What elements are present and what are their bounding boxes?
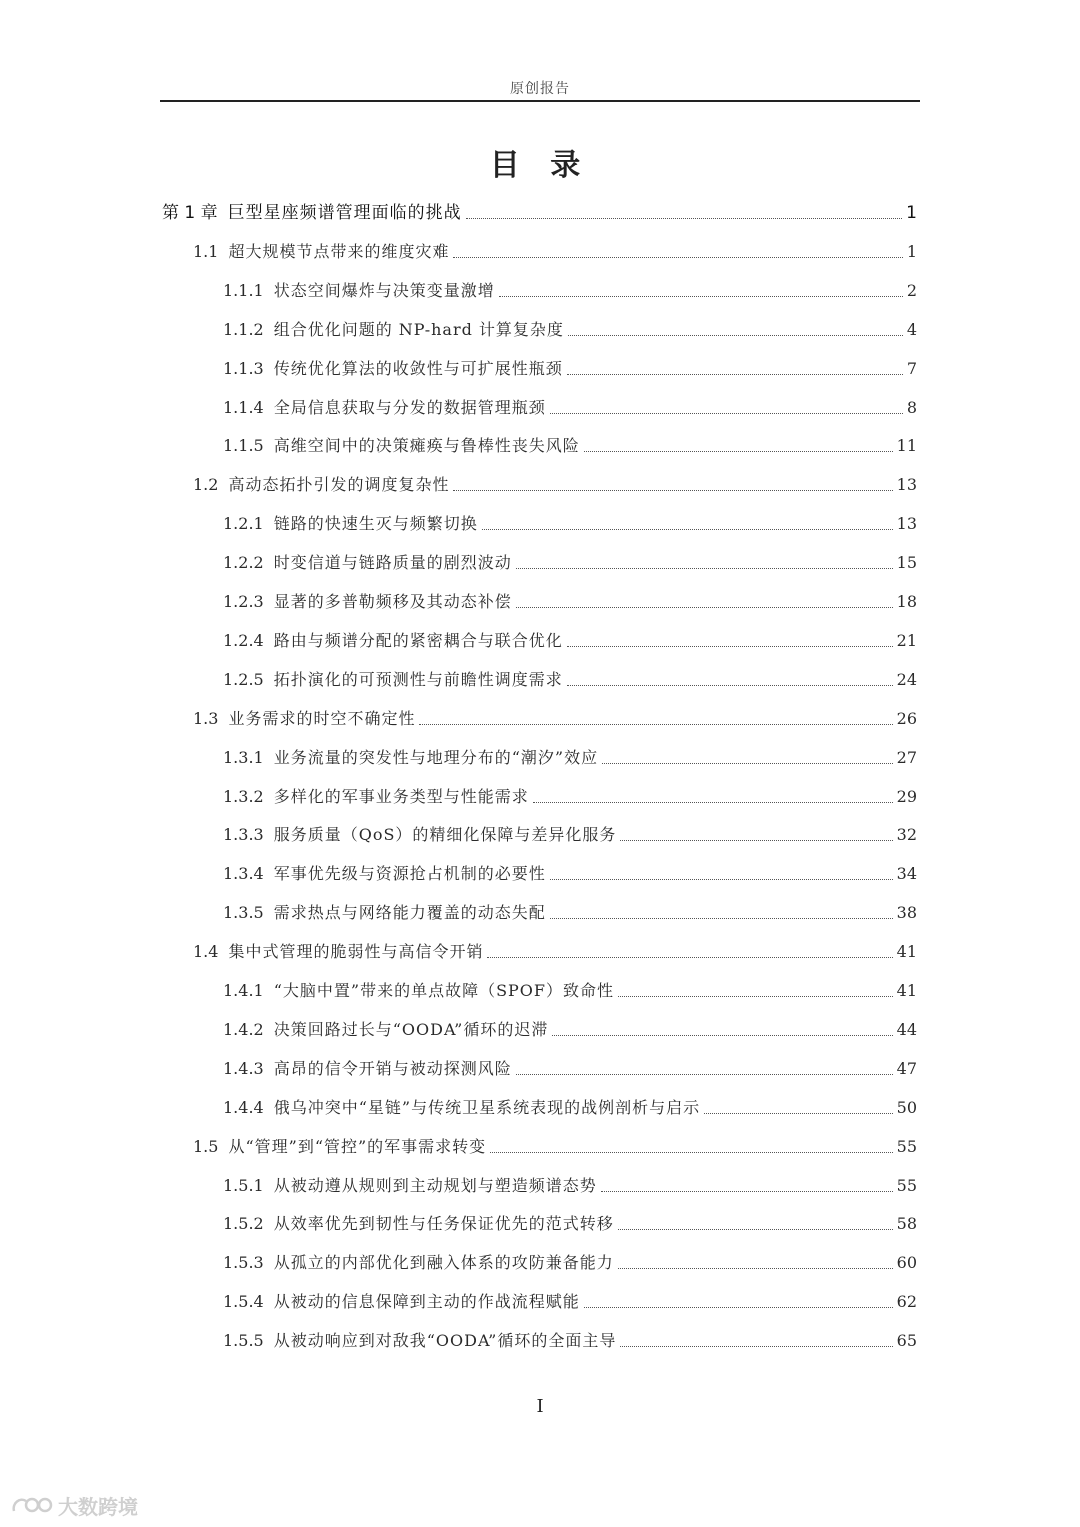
toc-entry-title: “大脑中置”带来的单点故障（SPOF）致命性 [273, 981, 615, 1000]
toc-entry-page: 44 [896, 1019, 917, 1039]
toc-entry[interactable] [223, 1015, 917, 1045]
toc-dot-leader [516, 568, 893, 569]
page-title: 目 录 [489, 148, 591, 183]
toc-entry[interactable] [223, 393, 917, 423]
toc-entry-page: 58 [896, 1214, 917, 1234]
toc-entry-page: 8 [906, 397, 917, 417]
toc-entry-number: 1.2.3 [223, 592, 264, 611]
toc-entry-number: 1.2.4 [223, 630, 264, 650]
toc-dot-leader [618, 1229, 893, 1230]
toc-entry-number: 1.1.5 [223, 436, 264, 456]
toc-entry-title: 巨型星座频谱管理面临的挑战 [227, 203, 462, 223]
toc-entry[interactable] [223, 1093, 917, 1123]
toc-dot-leader [620, 1346, 892, 1347]
toc-entry[interactable] [223, 820, 917, 850]
toc-entry-number: 1.4.3 [223, 1058, 264, 1078]
toc-entry-page: 55 [896, 1175, 917, 1195]
toc-entry[interactable] [223, 509, 917, 539]
toc-entry-page: 41 [896, 942, 917, 962]
toc-entry[interactable] [223, 859, 917, 889]
toc-entry-number: 1.3.5 [223, 903, 264, 923]
toc-dot-leader [584, 451, 893, 452]
toc-entry-number: 1.5.5 [223, 1331, 264, 1351]
watermark-text: 大数跨境 [58, 1494, 138, 1519]
toc-entry-page: 1 [906, 241, 917, 261]
toc-entry-page: 1 [906, 203, 917, 223]
toc-entry-title: 传统优化算法的收敛性与可扩展性瓶颈 [273, 358, 563, 378]
toc-entry-title: 路由与频谱分配的紧密耦合与联合优化 [273, 630, 563, 650]
watermark [10, 1490, 138, 1520]
toc-dot-leader [533, 802, 893, 803]
toc-entry[interactable] [193, 704, 917, 734]
toc-entry-title: 军事优先级与资源抢占机制的必要性 [273, 864, 546, 884]
toc-entry-number: 1.2.1 [223, 514, 264, 534]
toc-entry[interactable] [193, 1132, 917, 1162]
toc-entry-title: 拓扑演化的可预测性与前瞻性调度需求 [273, 669, 563, 689]
toc-entry[interactable] [223, 743, 917, 773]
toc-entry-page: 47 [896, 1058, 917, 1078]
page-header: 原创报告 [510, 81, 570, 97]
toc-entry-page: 24 [896, 669, 917, 689]
toc-entry-number: 1.5.3 [223, 1253, 264, 1273]
header-rule [160, 100, 920, 102]
toc-dot-leader [482, 529, 893, 530]
toc-entry[interactable] [223, 782, 917, 812]
toc-entry-page: 65 [896, 1331, 917, 1351]
toc-entry-page: 21 [896, 630, 917, 650]
toc-entry[interactable] [223, 1171, 917, 1201]
toc-dot-leader [618, 996, 893, 997]
toc-entry[interactable] [223, 1209, 917, 1239]
toc-entry-page: 34 [896, 864, 917, 884]
toc-entry[interactable] [223, 1054, 917, 1084]
toc-entry[interactable] [223, 548, 917, 578]
toc-entry-page: 29 [896, 786, 917, 806]
toc-entry-title: 服务质量（QoS）的精细化保障与差异化服务 [273, 825, 617, 845]
toc-dot-leader [550, 918, 893, 919]
toc-entry-title: 时变信道与链路质量的剧烈波动 [273, 553, 512, 573]
toc-entry-title: 高动态拓扑引发的调度复杂性 [228, 475, 450, 495]
toc-entry[interactable] [223, 1287, 917, 1317]
toc-entry-number: 1.5.2 [223, 1214, 264, 1234]
toc-entry-page: 41 [896, 981, 917, 1000]
toc-entry[interactable] [223, 976, 917, 1006]
toc-entry[interactable] [223, 626, 917, 656]
toc-entry-page: 60 [896, 1253, 917, 1273]
toc-entry-title: 业务流量的突发性与地理分布的“潮汐”效应 [273, 747, 599, 767]
toc-entry[interactable] [223, 1248, 917, 1278]
toc-entry-page: 13 [896, 475, 917, 495]
toc-entry[interactable] [223, 276, 917, 306]
toc-entry[interactable] [223, 898, 917, 928]
toc-entry-page: 11 [896, 436, 917, 456]
toc-entry-number: 1.1.4 [223, 397, 264, 417]
toc-entry[interactable] [223, 1326, 917, 1356]
toc-dot-leader [602, 763, 893, 764]
toc-entry-number: 1.3.2 [223, 786, 264, 806]
toc-dot-leader [601, 1191, 893, 1192]
toc-entry-page: 50 [896, 1097, 917, 1117]
toc-entry-title: 全局信息获取与分发的数据管理瓶颈 [273, 397, 546, 417]
toc-entry-title: 业务需求的时空不确定性 [228, 708, 416, 728]
toc-entry-title: 从“管理”到“管控”的军事需求转变 [228, 1136, 487, 1156]
toc-entry-title: 高昂的信令开销与被动探测风险 [273, 1058, 512, 1078]
toc-dot-leader [567, 685, 893, 686]
toc-entry-number: 1.4.1 [223, 981, 264, 1000]
toc-dot-leader [550, 413, 903, 414]
toc-entry-number: 1.4 [193, 942, 219, 962]
watermark-logo-icon [10, 1493, 54, 1517]
toc-entry[interactable] [223, 665, 917, 695]
toc-entry-title: 多样化的军事业务类型与性能需求 [273, 786, 529, 806]
toc-entry-page: 27 [896, 747, 917, 767]
toc-entry[interactable] [223, 354, 917, 384]
toc-entry-number: 1.2.2 [223, 553, 264, 573]
toc-dot-leader [618, 1268, 893, 1269]
toc-entry-page: 7 [906, 358, 917, 378]
toc-entry-number: 1.3.4 [223, 864, 264, 884]
page-number: I [536, 1396, 544, 1417]
toc-dot-leader [552, 1035, 892, 1036]
toc-entry-page: 18 [896, 592, 917, 611]
toc-entry-page: 62 [896, 1292, 917, 1312]
toc-entry-number: 1.4.4 [223, 1097, 264, 1117]
toc-dot-leader [584, 1307, 893, 1308]
toc-entry[interactable] [223, 587, 917, 617]
toc-entry-title: 从被动的信息保障到主动的作战流程赋能 [273, 1292, 580, 1312]
toc-entry-number: 1.4.2 [223, 1019, 264, 1039]
toc-entry-title: 从孤立的内部优化到融入体系的攻防兼备能力 [273, 1253, 614, 1273]
toc-entry-number: 1.5.1 [223, 1175, 264, 1195]
toc-entry-title: 从被动遵从规则到主动规划与塑造频谱态势 [273, 1175, 597, 1195]
toc-entry-title: 决策回路过长与“OODA”循环的迟滞 [273, 1019, 549, 1039]
toc-dot-leader [490, 1152, 892, 1153]
toc-entry-number: 1.5 [193, 1136, 219, 1156]
toc-entry-page: 55 [896, 1136, 917, 1156]
toc-entry-title: 高维空间中的决策瘫痪与鲁棒性丧失风险 [273, 436, 580, 456]
toc-entry-title: 组合优化问题的 NP-hard 计算复杂度 [273, 319, 564, 339]
toc-entry-page: 38 [896, 903, 917, 923]
toc-entry-number: 1.1.3 [223, 358, 264, 378]
toc-dot-leader [704, 1113, 893, 1114]
toc-entry-page: 32 [896, 825, 917, 845]
toc-entry[interactable] [162, 198, 917, 228]
toc-entry-title: 从效率优先到韧性与任务保证优先的范式转移 [273, 1214, 614, 1234]
toc-dot-leader [499, 296, 903, 297]
toc-dot-leader [466, 218, 903, 219]
toc-entry-number: 1.3 [193, 708, 219, 728]
toc-entry-title: 需求热点与网络能力覆盖的动态失配 [273, 903, 546, 923]
toc-dot-leader [453, 490, 892, 491]
toc-dot-leader [516, 1074, 893, 1075]
toc-entry-number: 1.1 [193, 241, 219, 261]
toc-entry[interactable] [223, 315, 917, 345]
toc-entry[interactable] [193, 470, 917, 500]
toc-entry-number: 1.2 [193, 475, 219, 495]
toc-dot-leader [567, 374, 903, 375]
toc-dot-leader [516, 607, 893, 608]
toc-entry-page: 26 [896, 708, 917, 728]
toc-entry-number: 1.1.1 [223, 280, 264, 300]
toc-dot-leader [568, 335, 903, 336]
toc-entry-page: 4 [906, 319, 917, 339]
toc-entry-title: 状态空间爆炸与决策变量激增 [273, 280, 495, 300]
toc-dot-leader [419, 724, 892, 725]
toc-entry-title: 链路的快速生灭与频繁切换 [273, 514, 478, 534]
toc-dot-leader [567, 646, 893, 647]
toc-entry-page: 15 [896, 553, 917, 573]
toc-entry-number: 1.3.1 [223, 747, 264, 767]
toc-entry-title: 集中式管理的脆弱性与高信令开销 [228, 942, 484, 962]
toc-dot-leader [487, 957, 892, 958]
toc-entry-title: 俄乌冲突中“星链”与传统卫星系统表现的战例剖析与启示 [273, 1097, 701, 1117]
toc-dot-leader [453, 257, 902, 258]
toc-entry-number: 1.1.2 [223, 319, 264, 339]
toc-dot-leader [550, 879, 893, 880]
toc-entry[interactable] [193, 237, 917, 267]
toc-entry-title: 从被动响应到对敌我“OODA”循环的全面主导 [273, 1331, 617, 1351]
toc-entry-title: 显著的多普勒频移及其动态补偿 [273, 592, 512, 611]
toc-entry[interactable] [223, 431, 917, 461]
toc-entry-page: 13 [896, 514, 917, 534]
toc-entry-number: 1.3.3 [223, 825, 264, 845]
toc-dot-leader [620, 840, 892, 841]
toc-entry-number: 1.5.4 [223, 1292, 264, 1312]
toc-entry[interactable] [193, 937, 917, 967]
toc-entry-number: 1.2.5 [223, 669, 264, 689]
toc-entry-title: 超大规模节点带来的维度灾难 [228, 241, 450, 261]
toc-entry-number: 第 1 章 [162, 203, 218, 223]
toc-entry-page: 2 [906, 280, 917, 300]
